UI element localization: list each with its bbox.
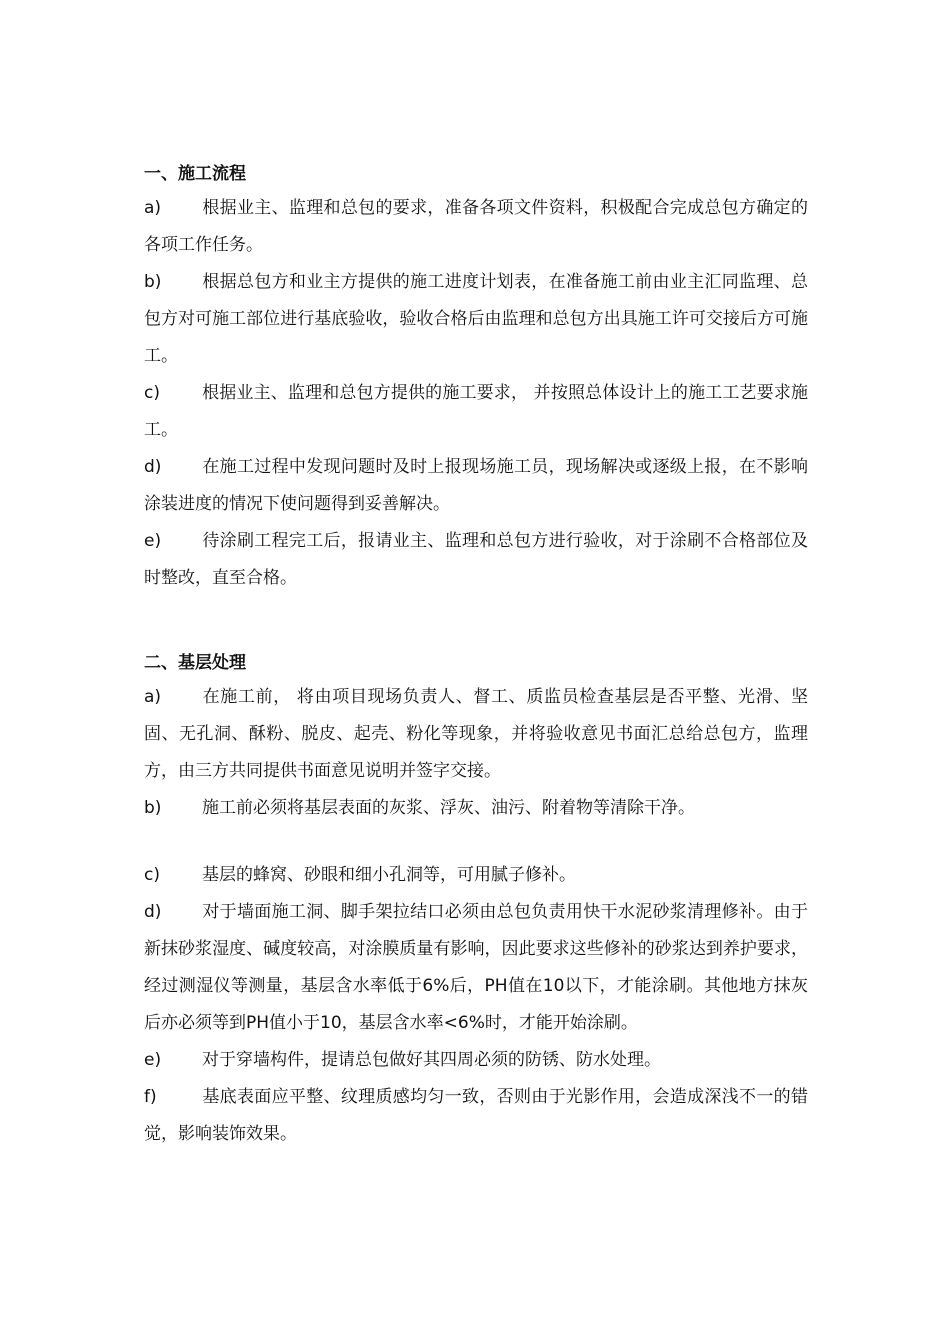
item-label: b) (144, 798, 162, 818)
item-text: 施工前必须将基层表面的灰浆、浮灰、油污、附着物等清除干净。 (202, 798, 695, 818)
item-text: 在施工前， 将由项目现场负责人、督工、质监员检查基层是否平整、光滑、坚固、无孔洞、酥粉、脱皮、起壳、粉化等现象，并将验收意见书面汇总给总包方，监理方，由三方共同提供书面意见说明并签字交接。 (144, 687, 808, 781)
list-item (144, 190, 808, 264)
item-label: b) (144, 272, 162, 292)
section-heading: 二、基层处理 (144, 653, 246, 673)
item-label: a) (144, 198, 162, 218)
item-text: 基层的蜂窝、砂眼和细小孔洞等，可用腻子修补。 (202, 865, 576, 885)
item-text: 对于墙面施工洞、脚手架拉结口必须由总包负责用快干水泥砂浆清理修补。由于新抹砂浆湿度、碱度较高，对涂膜质量有影响，因此要求这些修补的砂浆达到养护要求，经过测湿仪等测量，基层含水率低于6%后，PH值在10以下，才能涂刷。其他地方抹灰后亦必须等到PH值小于10，基层含水率<6%时，才能开始涂刷。 (144, 902, 808, 1033)
item-text: 根据业主、监理和总包的要求，准备各项文件资料，积极配合完成总包方确定的各项工作任务。 (144, 198, 808, 255)
item-label: e) (144, 1050, 162, 1070)
item-text: 根据总包方和业主方提供的施工进度计划表，在准备施工前由业主汇同监理、总包方对可施工部位进行基底验收，验收合格后由监理和总包方出具施工许可交接后方可施工。 (144, 272, 808, 366)
section-spacer (144, 597, 808, 647)
item-label: c) (144, 383, 160, 403)
list-item (144, 264, 808, 375)
item-spacer (144, 827, 808, 857)
list-item (144, 679, 808, 790)
item-text: 基底表面应平整、纹理质感均匀一致，否则由于光影作用，会造成深浅不一的错觉，影响装饰效果。 (144, 1087, 808, 1144)
list-item (144, 894, 808, 1042)
item-text: 根据业主、监理和总包方提供的施工要求， 并按照总体设计上的施工工艺要求施工。 (144, 383, 808, 440)
section-heading: 一、施工流程 (144, 164, 246, 184)
item-text: 待涂刷工程完工后，报请业主、监理和总包方进行验收，对于涂刷不合格部位及时整改，直至合格。 (144, 531, 808, 588)
item-text: 在施工过程中发现问题时及时上报现场施工员，现场解决或逐级上报，在不影响涂装进度的情况下使问题得到妥善解决。 (144, 457, 808, 514)
list-item (144, 523, 808, 597)
item-label: c) (144, 865, 160, 885)
list-item (144, 1042, 808, 1079)
item-label: d) (144, 902, 162, 922)
item-label: f) (144, 1087, 157, 1107)
item-label: d) (144, 457, 162, 477)
document-page (144, 158, 808, 1153)
list-item (144, 375, 808, 449)
list-item (144, 449, 808, 523)
item-text: 对于穿墙构件，提请总包做好其四周必须的防锈、防水处理。 (202, 1050, 661, 1070)
list-item (144, 790, 808, 827)
item-label: a) (144, 687, 162, 707)
list-item (144, 857, 808, 894)
item-label: e) (144, 531, 162, 551)
list-item (144, 1079, 808, 1153)
